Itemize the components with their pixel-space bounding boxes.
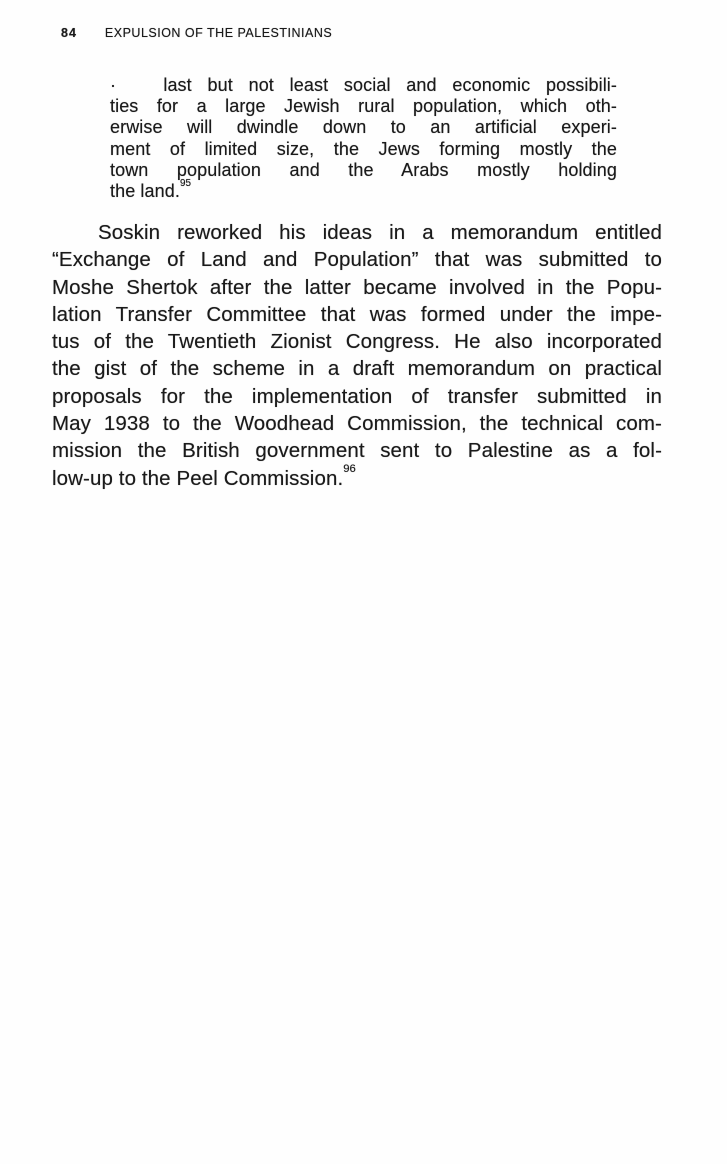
paragraph-last-line — [52, 462, 662, 492]
page-header — [61, 26, 332, 40]
quote-line: erwise will dwindle down to an artificial experi- — [110, 117, 617, 138]
quote-line: ment of limited size, the Jews forming mostly the — [110, 138, 617, 159]
paragraph-line: tus of the Twentieth Zionist Congress. He also incorporated — [52, 330, 662, 354]
quote-last-line — [110, 177, 617, 202]
paragraph-line: proposals for the implementation of transfer submitted in — [52, 384, 662, 408]
paragraph-line: lation Transfer Committee that was formed under the impe- — [52, 302, 662, 326]
paragraph-line-text: low-up to the Peel Commission. — [52, 466, 344, 490]
paragraph-line: mission the British government sent to Palestine as a fol- — [52, 439, 662, 463]
page-number: 84 — [61, 26, 77, 40]
paragraph-line: Soskin reworked his ideas in a memorandum entitled — [98, 221, 662, 244]
paragraph-line: “Exchange of Land and Population” that was submitted to — [52, 248, 662, 272]
quote-line: town population and the Arabs mostly holding — [110, 159, 617, 180]
body-paragraph — [52, 219, 662, 492]
paragraph-line: May 1938 to the Woodhead Commission, the technical com- — [52, 412, 662, 436]
quote-line: · last but not least social and economic possibili- — [110, 75, 617, 95]
footnote-reference-95: 95 — [179, 177, 191, 189]
footnote-reference-96: 96 — [343, 462, 356, 475]
block-quote — [110, 75, 617, 202]
paragraph-line: Moshe Shertok after the latter became involved in the Popu- — [52, 275, 662, 299]
quote-line: ties for a large Jewish rural population, which oth- — [110, 96, 617, 117]
running-title: EXPULSION OF THE PALESTINIANS — [104, 26, 333, 40]
quote-line-text: the land. — [110, 181, 180, 202]
paragraph-line: the gist of the scheme in a draft memorandum on practical — [52, 357, 662, 381]
